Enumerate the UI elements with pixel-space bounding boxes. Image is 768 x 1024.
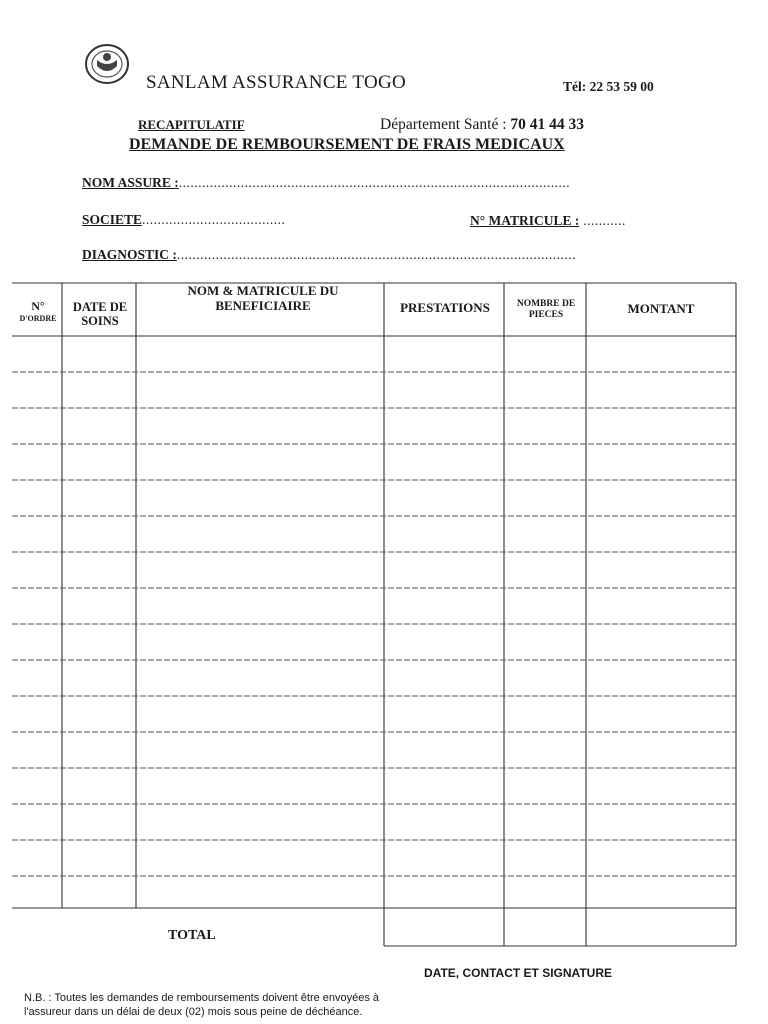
total-label: TOTAL — [168, 928, 216, 943]
matricule-dots: ........... — [579, 213, 626, 228]
diagnostic-dots: ....................................................................................................... — [176, 247, 577, 262]
column-header-ordre-sub: D'ORDRE — [19, 313, 57, 323]
societe-dots: ..................................... — [142, 212, 286, 227]
signature-label: DATE, CONTACT ET SIGNATURE — [424, 966, 612, 980]
company-name: SANLAM ASSURANCE TOGO — [146, 72, 407, 93]
column-header-ordre-main: N° — [31, 299, 45, 313]
nom-assure-dots: ..................................................................................................... — [178, 175, 571, 190]
column-header-montant: MONTANT — [627, 301, 695, 316]
column-header-prestations: PRESTATIONS — [400, 300, 490, 315]
column-header-nom-matricule: NOM & MATRICULE DU BENEFICIAIRE — [187, 283, 339, 313]
matricule-label: N° MATRICULE : — [470, 213, 580, 228]
column-header-nombre-pieces: NOMBRE DE PIECES — [516, 299, 576, 320]
form-title: DEMANDE DE REMBOURSEMENT DE FRAIS MEDICAUX — [129, 136, 565, 153]
phone-number: Tél: 22 53 59 00 — [563, 79, 654, 94]
societe-label: SOCIETE — [82, 212, 143, 227]
diagnostic-label: DIAGNOSTIC : — [82, 247, 177, 262]
footer-note: N.B. : Toutes les demandes de remboursements doivent être envoyées à l'assureur dans un délai de deux (02) mois sous peine de déchéance. — [24, 992, 380, 1019]
department-label: Département Santé : — [380, 116, 507, 133]
column-header-date: DATE DE SOINS — [72, 300, 128, 329]
column-header-ordre — [14, 300, 62, 323]
department-number: 70 41 44 33 — [510, 116, 585, 133]
nom-assure-label: NOM ASSURE : — [82, 175, 179, 190]
recap-label: RECAPITULATIF — [138, 117, 245, 132]
